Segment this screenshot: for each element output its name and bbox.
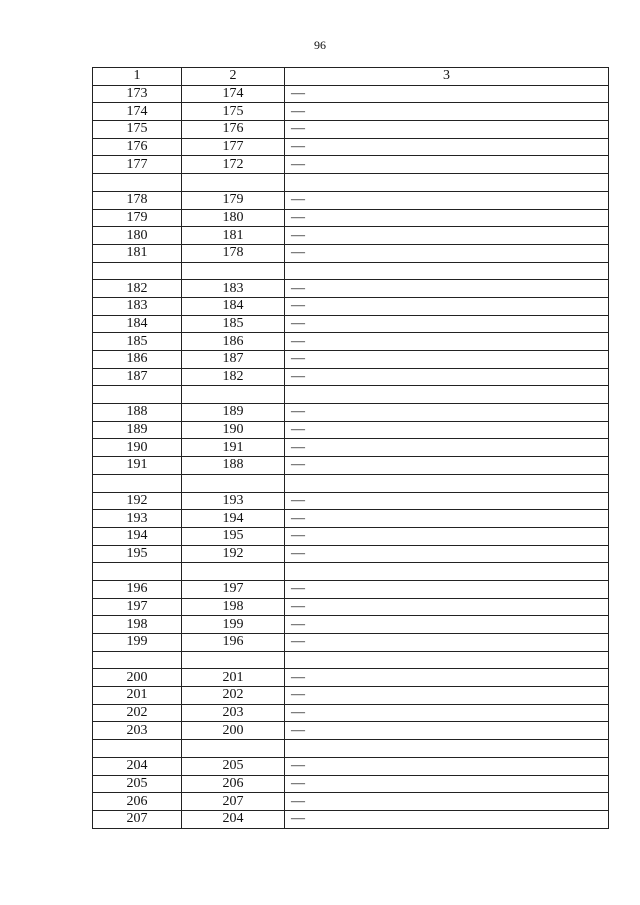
table-cell-col-2	[182, 651, 285, 669]
table-cell-col-2: 174	[182, 85, 285, 103]
table-spacer-row	[93, 474, 609, 492]
table-row	[93, 457, 609, 475]
table-row	[93, 810, 609, 828]
table-cell-col-1: 181	[93, 244, 182, 262]
table-cell-col-1	[93, 174, 182, 192]
table-cell-col-1: 207	[93, 810, 182, 828]
table-cell-col-3: —	[285, 138, 609, 156]
table-cell-col-1: 184	[93, 315, 182, 333]
table-cell-col-3: —	[285, 191, 609, 209]
table-row	[93, 634, 609, 652]
table-cell-col-3: —	[285, 687, 609, 705]
table-spacer-row	[93, 174, 609, 192]
table-cell-col-3: —	[285, 209, 609, 227]
table-cell-col-3: —	[285, 103, 609, 121]
table-cell-col-2: 176	[182, 121, 285, 139]
table-row	[93, 722, 609, 740]
table-cell-col-1: 203	[93, 722, 182, 740]
table-row	[93, 333, 609, 351]
table-cell-col-2	[182, 386, 285, 404]
table-cell-col-2: 189	[182, 404, 285, 422]
table-cell-col-1: 198	[93, 616, 182, 634]
table-cell-col-2: 181	[182, 227, 285, 245]
table-cell-col-3: —	[285, 510, 609, 528]
table-cell-col-3: —	[285, 156, 609, 174]
table-cell-col-1: 182	[93, 280, 182, 298]
table-row	[93, 687, 609, 705]
table-row	[93, 209, 609, 227]
table-row	[93, 492, 609, 510]
table-header-row	[93, 68, 609, 86]
table-cell-col-3: —	[285, 85, 609, 103]
table-cell-col-3	[285, 386, 609, 404]
table-cell-col-3	[285, 474, 609, 492]
table-body	[93, 85, 609, 828]
table-cell-col-2: 190	[182, 421, 285, 439]
table-cell-col-1: 189	[93, 421, 182, 439]
table-cell-col-1: 195	[93, 545, 182, 563]
table-cell-col-3	[285, 651, 609, 669]
table-row	[93, 545, 609, 563]
table-row	[93, 191, 609, 209]
table-cell-col-2: 200	[182, 722, 285, 740]
table-cell-col-3: —	[285, 368, 609, 386]
table-cell-col-1: 200	[93, 669, 182, 687]
table-spacer-row	[93, 740, 609, 758]
table-row	[93, 404, 609, 422]
table-cell-col-2: 195	[182, 527, 285, 545]
table-cell-col-1	[93, 740, 182, 758]
table-cell-col-2: 199	[182, 616, 285, 634]
table-cell-col-1: 185	[93, 333, 182, 351]
table-cell-col-2: 186	[182, 333, 285, 351]
table-cell-col-2: 184	[182, 297, 285, 315]
table-cell-col-3: —	[285, 775, 609, 793]
table-cell-col-1	[93, 262, 182, 280]
table-cell-col-1: 187	[93, 368, 182, 386]
table-cell-col-2: 197	[182, 580, 285, 598]
table-spacer-row	[93, 563, 609, 581]
table-cell-col-2: 196	[182, 634, 285, 652]
table-row	[93, 103, 609, 121]
table-row	[93, 616, 609, 634]
table-cell-col-3	[285, 740, 609, 758]
table-cell-col-2	[182, 174, 285, 192]
table-cell-col-1: 199	[93, 634, 182, 652]
table-cell-col-3: —	[285, 227, 609, 245]
table-cell-col-3: —	[285, 404, 609, 422]
table-row	[93, 227, 609, 245]
table-row	[93, 244, 609, 262]
table-cell-col-3: —	[285, 757, 609, 775]
table-cell-col-3	[285, 174, 609, 192]
table-cell-col-1	[93, 386, 182, 404]
table-cell-col-3: —	[285, 121, 609, 139]
table-cell-col-1	[93, 563, 182, 581]
table-cell-col-2: 206	[182, 775, 285, 793]
table-row	[93, 793, 609, 811]
table-spacer-row	[93, 386, 609, 404]
table-cell-col-2: 202	[182, 687, 285, 705]
table-cell-col-3: —	[285, 669, 609, 687]
table-cell-col-2: 178	[182, 244, 285, 262]
table-cell-col-3: —	[285, 351, 609, 369]
table-cell-col-3: —	[285, 315, 609, 333]
table-cell-col-1: 188	[93, 404, 182, 422]
table-cell-col-1: 197	[93, 598, 182, 616]
table-cell-col-2: 204	[182, 810, 285, 828]
column-header-1: 1	[93, 68, 182, 86]
table-cell-col-3: —	[285, 280, 609, 298]
table-cell-col-1: 204	[93, 757, 182, 775]
table-cell-col-2: 177	[182, 138, 285, 156]
table-cell-col-1: 196	[93, 580, 182, 598]
table-cell-col-2: 198	[182, 598, 285, 616]
table-row	[93, 138, 609, 156]
table-cell-col-3: —	[285, 616, 609, 634]
table-cell-col-1: 174	[93, 103, 182, 121]
table-cell-col-2	[182, 563, 285, 581]
table-cell-col-2	[182, 740, 285, 758]
table-cell-col-1: 175	[93, 121, 182, 139]
table-cell-col-3: —	[285, 439, 609, 457]
table-row	[93, 669, 609, 687]
table-cell-col-2: 194	[182, 510, 285, 528]
table-cell-col-1: 201	[93, 687, 182, 705]
table-spacer-row	[93, 262, 609, 280]
table-row	[93, 704, 609, 722]
table-cell-col-2: 180	[182, 209, 285, 227]
table-cell-col-3: —	[285, 810, 609, 828]
table-cell-col-3: —	[285, 244, 609, 262]
table-cell-col-2: 191	[182, 439, 285, 457]
table-row	[93, 297, 609, 315]
table-cell-col-1: 202	[93, 704, 182, 722]
table-row	[93, 598, 609, 616]
table-cell-col-1: 206	[93, 793, 182, 811]
table-cell-col-3: —	[285, 492, 609, 510]
table-cell-col-2	[182, 262, 285, 280]
table-cell-col-2: 188	[182, 457, 285, 475]
table-cell-col-1	[93, 651, 182, 669]
table-cell-col-1: 183	[93, 297, 182, 315]
table-cell-col-3	[285, 262, 609, 280]
table-cell-col-1: 192	[93, 492, 182, 510]
table-cell-col-1: 177	[93, 156, 182, 174]
table-cell-col-1: 186	[93, 351, 182, 369]
table-cell-col-3: —	[285, 457, 609, 475]
table-cell-col-1: 176	[93, 138, 182, 156]
table-cell-col-3: —	[285, 421, 609, 439]
table-row	[93, 775, 609, 793]
table-cell-col-1	[93, 474, 182, 492]
table-row	[93, 580, 609, 598]
table-cell-col-1: 180	[93, 227, 182, 245]
table-row	[93, 510, 609, 528]
table-row	[93, 85, 609, 103]
table-row	[93, 368, 609, 386]
page-number: 96	[314, 38, 326, 52]
table-cell-col-3: —	[285, 333, 609, 351]
table-cell-col-1: 193	[93, 510, 182, 528]
table-cell-col-2: 201	[182, 669, 285, 687]
table-cell-col-3: —	[285, 598, 609, 616]
table-cell-col-3: —	[285, 793, 609, 811]
table-cell-col-2: 172	[182, 156, 285, 174]
table-cell-col-1: 179	[93, 209, 182, 227]
column-header-2: 2	[182, 68, 285, 86]
table-cell-col-1: 190	[93, 439, 182, 457]
table-cell-col-1: 191	[93, 457, 182, 475]
table-cell-col-2	[182, 474, 285, 492]
table-row	[93, 421, 609, 439]
table-cell-col-1: 194	[93, 527, 182, 545]
table-cell-col-2: 175	[182, 103, 285, 121]
table-spacer-row	[93, 651, 609, 669]
table-row	[93, 121, 609, 139]
table-cell-col-3: —	[285, 527, 609, 545]
table-row	[93, 315, 609, 333]
table-cell-col-3: —	[285, 580, 609, 598]
table-cell-col-2: 203	[182, 704, 285, 722]
table-cell-col-3	[285, 563, 609, 581]
table-row	[93, 527, 609, 545]
table-cell-col-2: 182	[182, 368, 285, 386]
table-cell-col-3: —	[285, 634, 609, 652]
table-cell-col-2: 192	[182, 545, 285, 563]
column-header-3: 3	[285, 68, 609, 86]
table-row	[93, 757, 609, 775]
table-row	[93, 156, 609, 174]
table-cell-col-3: —	[285, 545, 609, 563]
table-cell-col-2: 183	[182, 280, 285, 298]
data-table	[92, 67, 609, 829]
table-cell-col-3: —	[285, 297, 609, 315]
table-cell-col-1: 178	[93, 191, 182, 209]
table-cell-col-2: 185	[182, 315, 285, 333]
table-row	[93, 280, 609, 298]
table-row	[93, 351, 609, 369]
table-cell-col-2: 187	[182, 351, 285, 369]
table-cell-col-1: 173	[93, 85, 182, 103]
table-row	[93, 439, 609, 457]
table-cell-col-2: 179	[182, 191, 285, 209]
table-cell-col-3: —	[285, 704, 609, 722]
table-cell-col-3: —	[285, 722, 609, 740]
table-cell-col-2: 207	[182, 793, 285, 811]
table-cell-col-2: 205	[182, 757, 285, 775]
table-cell-col-1: 205	[93, 775, 182, 793]
table-cell-col-2: 193	[182, 492, 285, 510]
